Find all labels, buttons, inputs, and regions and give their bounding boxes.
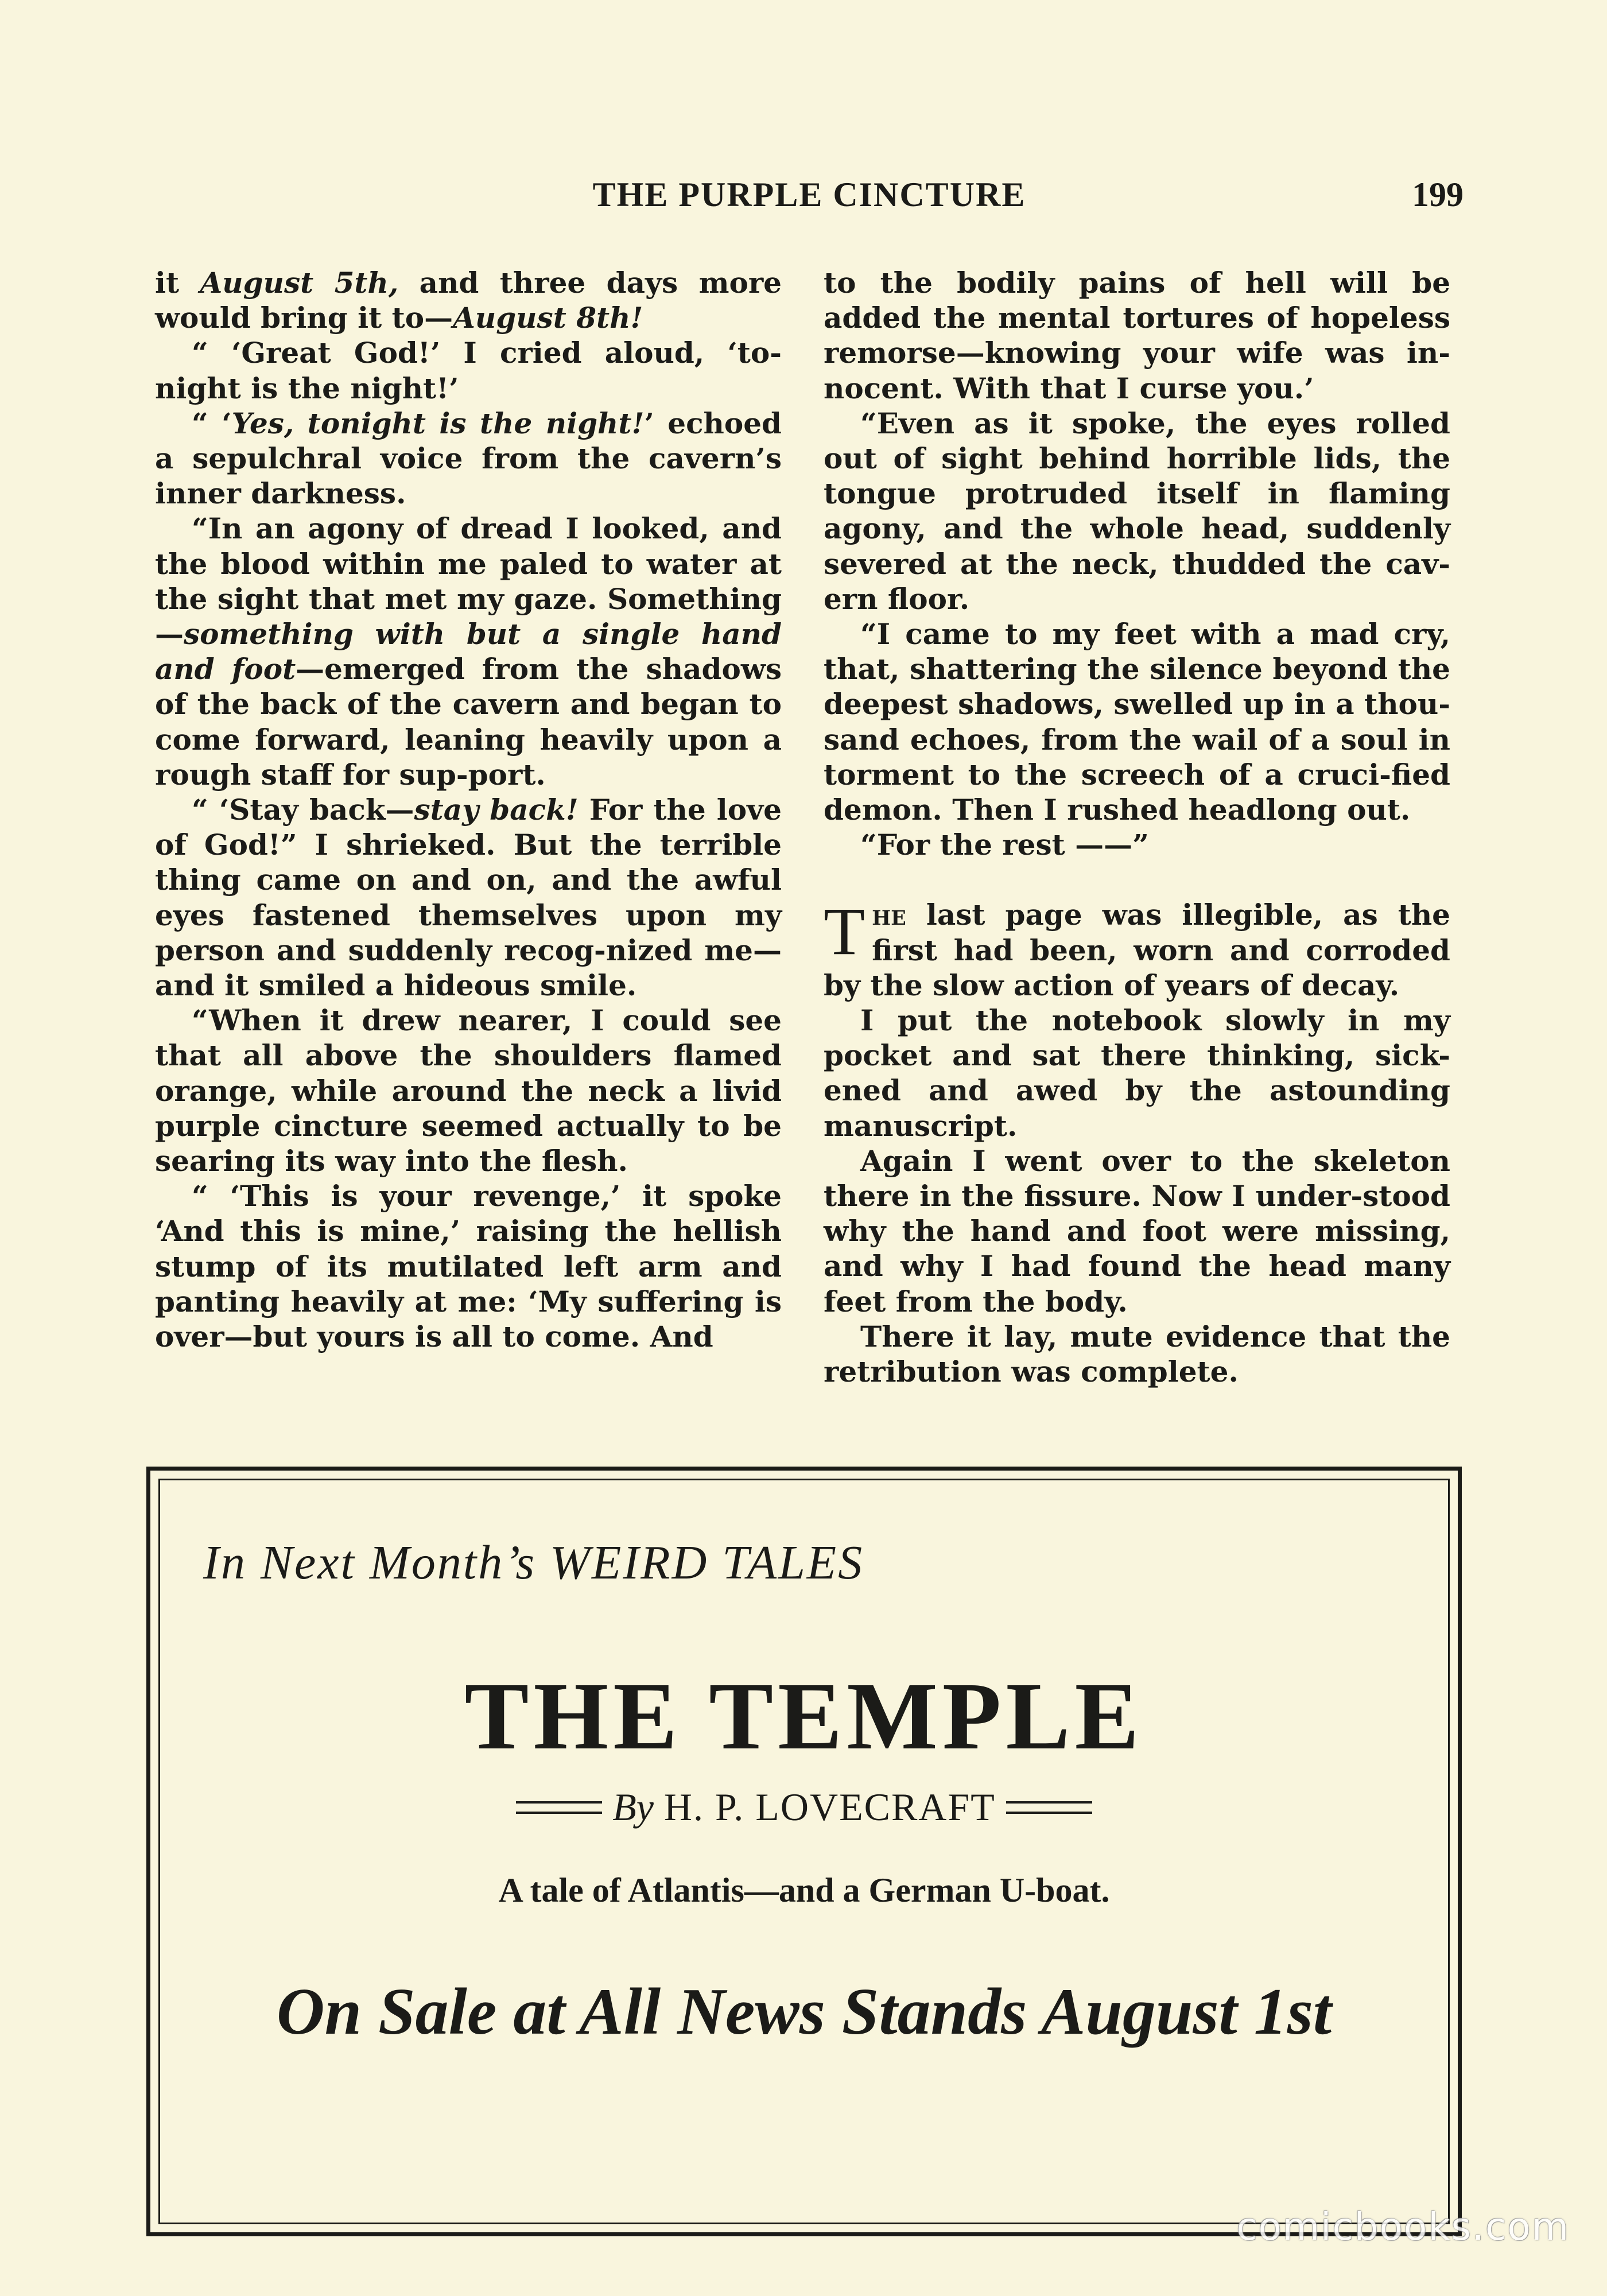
paragraph: to the bodily pains of hell will be added the mental tortures of hopeless remorse—knowing your wife was in-nocent. With that I curse you.’ [824, 266, 1450, 405]
paragraph: I put the notebook slowly in my pocket and sat there thinking, sick-ened and awed by the astounding manuscript. [824, 1003, 1450, 1143]
paragraph: “ ‘Great God!’ I cried aloud, ‘to-night is the night!’ [155, 336, 782, 405]
ad-byline [160, 1785, 1448, 1830]
drop-cap: T [824, 894, 865, 969]
ad-by: By [612, 1785, 654, 1829]
advertisement-inner-border [158, 1479, 1450, 2224]
paragraph: “ ‘Stay back—stay back! For the love of God!” I shrieked. But the terrible thing came on and on, and the awful eyes fastened themselves upon my person and suddenly recog-nized me—and it smiled a hideous smile. [155, 793, 782, 1003]
paragraph: The last page was illegible, as the first had been, worn and corroded by the slow action of years of decay. [824, 894, 1450, 1002]
watermark: comicbooks.com [1236, 2205, 1570, 2249]
advertisement-box [146, 1467, 1462, 2236]
right-column [824, 265, 1450, 1430]
byline-rule-left [516, 1801, 602, 1814]
ad-tagline: A tale of Atlantis—and a German U-boat. [498, 1871, 1110, 1909]
page-header [155, 175, 1464, 221]
paragraph: “I came to my feet with a mad cry, that, shattering the silence beyond the deepest shadows, swelled up in a thou-sand echoes, from the wail of a soul in torment to the screech of a cruci-fied demon. Then I rushed headlong out. [824, 617, 1450, 827]
paragraph: it August 5th, and three days more would bring it to—August 8th! [155, 266, 782, 335]
paragraph: “In an agony of dread I looked, and the blood within me paled to water at the sight that met my gaze. Something—something with but a single hand and foot—emerged from the shadows of the back of the cavern and began to come forward, leaning heavily upon a rough staff for sup-port. [155, 511, 782, 792]
paragraph: Again I went over to the skeleton there in the fissure. Now I under-stood why the hand and foot were missing, and why I had found the head many feet from the body. [824, 1143, 1450, 1318]
running-head: THE PURPLE CINCTURE [592, 176, 1026, 214]
ad-author: H. P. LOVECRAFT [663, 1785, 996, 1829]
ad-teaser: In Next Month’s WEIRD TALES [203, 1536, 864, 1589]
paragraph: “For the rest ——” [860, 828, 1149, 862]
paragraph: There it lay, mute evidence that the retribution was complete. [824, 1319, 1450, 1389]
byline-rule-right [1006, 1801, 1092, 1814]
page-number: 199 [1412, 176, 1464, 214]
ad-title: THE TEMPLE [464, 1663, 1144, 1770]
paragraph: “Even as it spoke, the eyes rolled out of sight behind horrible lids, the tongue protruded itself in flaming agony, and the whole head, suddenly severed at the neck, thudded the cav-ern floor. [824, 406, 1450, 616]
paragraph: “ ‘Yes, tonight is the night!’ echoed a sepulchral voice from the cavern’s inner darkness. [155, 406, 782, 511]
paragraph: “ ‘This is your revenge,’ it spoke ‘And this is mine,’ raising the hellish stump of its mutilated left arm and panting heavily at me: ‘My suffering is over—but yours is all to come. And [155, 1179, 782, 1354]
ad-sale-line: On Sale at All News Stands August 1st [276, 1975, 1332, 2049]
left-column [155, 265, 782, 1430]
paragraph: “When it drew nearer, I could see that all above the shoulders flamed orange, while around the neck a livid purple cincture seemed actually to be searing its way into the flesh. [155, 1003, 782, 1178]
